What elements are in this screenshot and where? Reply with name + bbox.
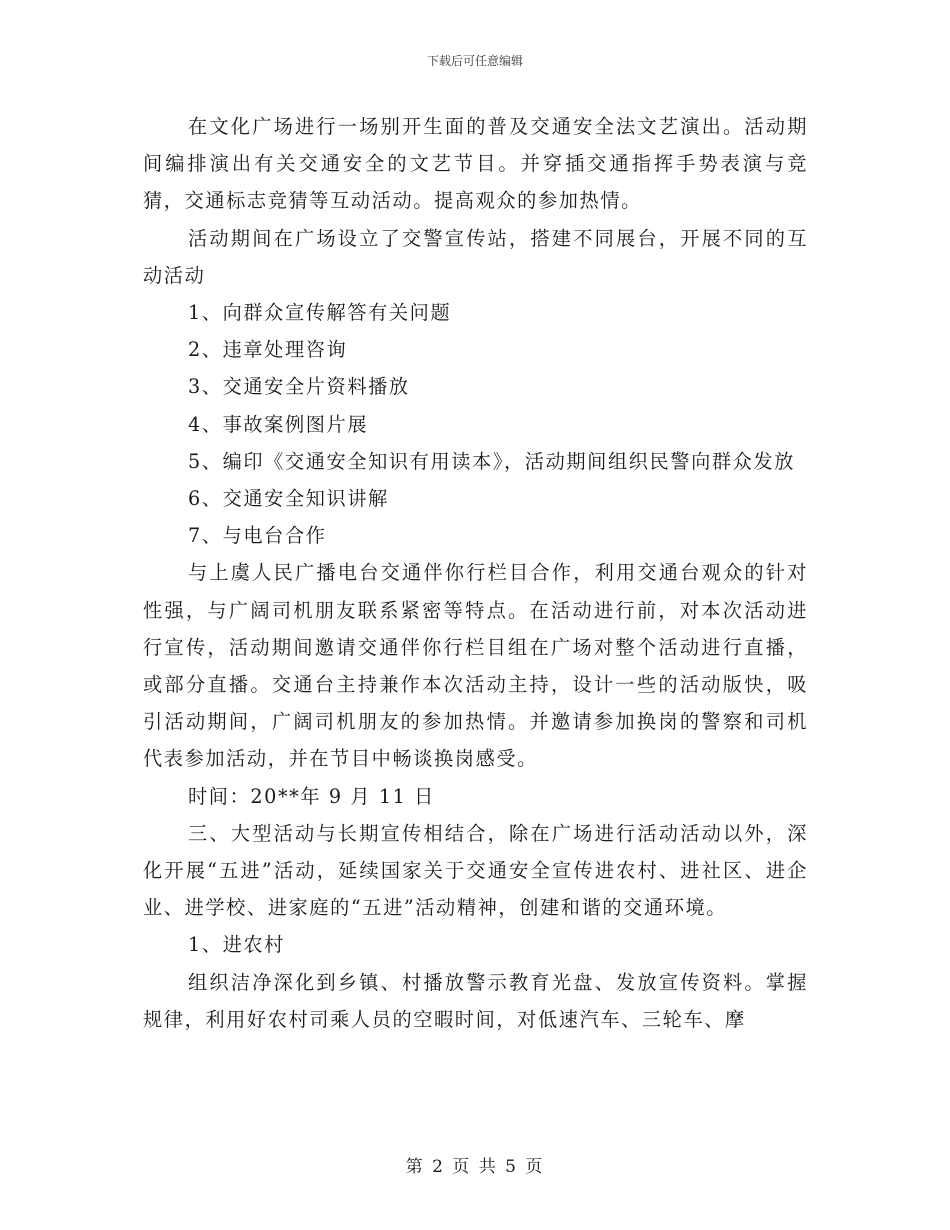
- list-item-7: 7、与电台合作: [188, 524, 327, 548]
- paragraph-time: 时间：20**年 9 月 11 日: [188, 784, 435, 808]
- list-item-6: 6、交通安全知识讲解: [188, 487, 389, 511]
- list-item-5: 5、编印《交通安全知识有用读本》，活动期间组织民警向群众发放: [188, 449, 796, 473]
- paragraph-countryside: 组织洁净深化到乡镇、村播放警示教育光盘、发放宣传资料。掌握规律，利用好农村司乘人员的空暇时间，对低速汽车、三轮车、摩: [143, 970, 808, 1031]
- page-header-note: 下载后可任意编辑: [426, 54, 523, 68]
- list-item-1: 1、向群众宣传解答有关问题: [188, 301, 452, 325]
- list-item-countryside: 1、进农村: [188, 933, 285, 957]
- paragraph-radio: 与上虞人民广播电台交通伴你行栏目合作，利用交通台观众的针对性强，与广阔司机朋友联系紧密等特点。在活动进行前，对本次活动进行宣传，活动期间邀请交通伴你行栏目组在广场对整个活动进行直播，或部分直播。交通台主持兼作本次活动主持，设计一些的活动版快，吸引活动期间，广阔司机朋友的参加热情。并邀请参加换岗的警察和司机代表参加活动，并在节目中畅谈换岗感受。: [143, 561, 808, 771]
- paragraph-booth: 活动期间在广场设立了交警宣传站，搭建不同展台，开展不同的互动活动: [143, 226, 808, 287]
- paragraph-section-three: 三、大型活动与长期宣传相结合，除在广场进行活动活动以外，深化开展“五进”活动，延续国家关于交通安全宣传进农村、进社区、进企业、进学校、进家庭的“五进”活动精神，创建和谐的交通环境。: [143, 821, 808, 920]
- page-number: 第 2 页 共 5 页: [405, 1157, 545, 1177]
- list-item-3: 3、交通安全片资料播放: [188, 375, 410, 399]
- list-item-4: 4、事故案例图片展: [188, 412, 369, 436]
- document-body: [143, 108, 808, 1038]
- list-item-2: 2、违章处理咨询: [188, 338, 348, 362]
- paragraph-performance: 在文化广场进行一场别开生面的普及交通安全法文艺演出。活动期间编排演出有关交通安全的文艺节目。并穿插交通指挥手势表演与竞猜，交通标志竞猜等互动活动。提高观众的参加热情。: [143, 115, 808, 213]
